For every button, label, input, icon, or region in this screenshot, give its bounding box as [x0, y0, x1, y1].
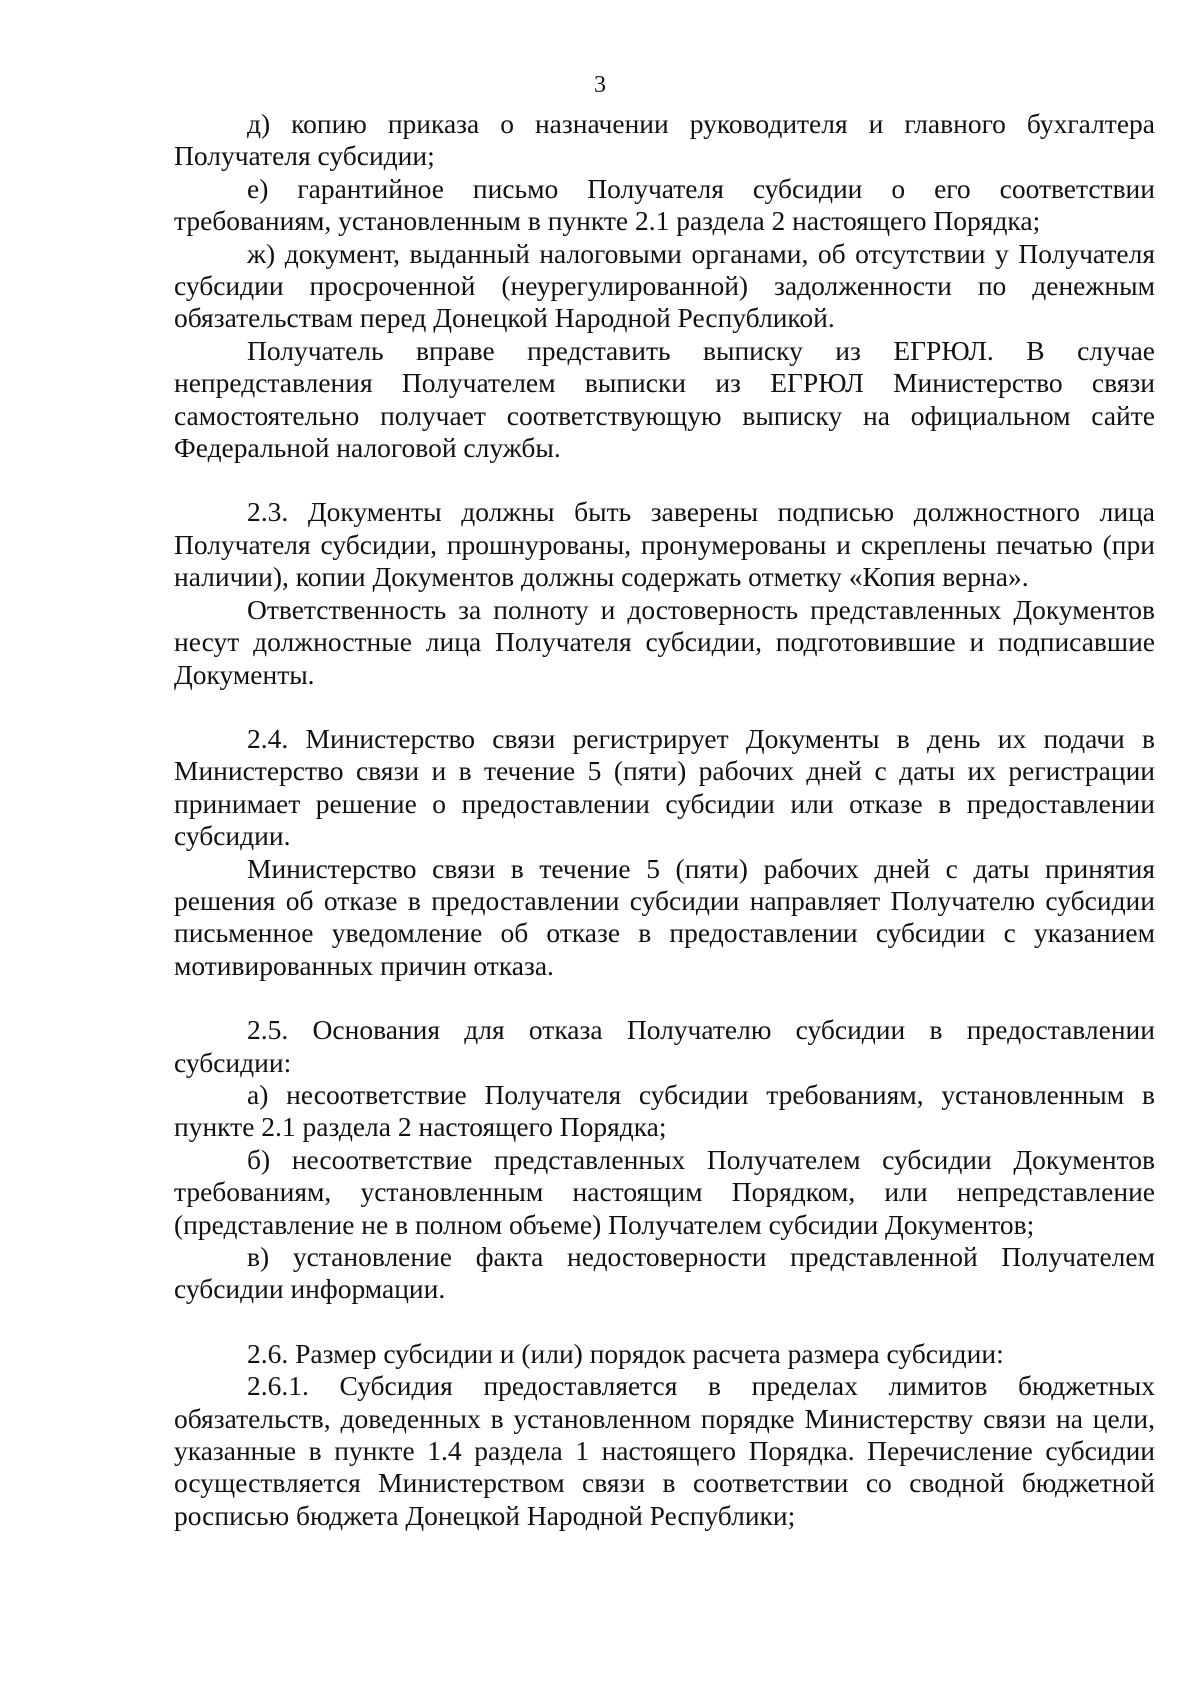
- paragraph-2-6-1-limits: 2.6.1. Субсидия предоставляется в пределах лимитов бюджетных обязательств, доведенных в установленном порядке Министерству связи на цели, указанные в пункте 1.4 раздела 1 настоящего Порядка. Перечисление субсидии осуществляется Министерством связи в соответствии со сводной бюджетной росписью бюджета Донецкой Народной Республики;: [174, 1370, 1155, 1531]
- paragraph-2-3-responsibility: Ответственность за полноту и достоверность представленных Документов несут должностные лица Получателя субсидии, подготовившие и подписавшие Документы.: [174, 593, 1155, 690]
- paragraph-d-order-copy: д) копию приказа о назначении руководителя и главного бухгалтера Получателя субсидии;: [174, 108, 1155, 172]
- page-number: 3: [594, 72, 606, 98]
- paragraph-2-4-registration: 2.4. Министерство связи регистрирует Документы в день их подачи в Министерство связи и в течение 5 (пяти) рабочих дней с даты их регистрации принимает решение о предоставлении субсидии или отказе в предоставлении субсидии.: [174, 722, 1155, 852]
- paragraph-zh-tax-document: ж) документ, выданный налоговыми органами, об отсутствии у Получателя субсидии просроченной (неурегулированной) задолженности по денежным обязательствам перед Донецкой Народной Республикой.: [174, 237, 1155, 334]
- document-body: [174, 108, 1155, 1532]
- paragraph-2-3-certification: 2.3. Документы должны быть заверены подписью должностного лица Получателя субсидии, прошнурованы, пронумерованы и скреплены печатью (при наличии), копии Документов должны содержать отметку «Копия верна».: [174, 496, 1155, 593]
- paragraph-2-6-subsidy-size: 2.6. Размер субсидии и (или) порядок расчета размера субсидии:: [247, 1337, 1004, 1369]
- paragraph-egrul-extract: Получатель вправе представить выписку из ЕГРЮЛ. В случае непредставления Получателем выписки из ЕГРЮЛ Министерство связи самостоятельно получает соответствующую выписку на официальном сайте Федеральной налоговой службы.: [174, 334, 1155, 464]
- paragraph-2-5-v: в) установление факта недостоверности представленной Получателем субсидии информации.: [174, 1241, 1155, 1305]
- paragraph-2-4-refusal-notice: Министерство связи в течение 5 (пяти) рабочих дней с даты принятия решения об отказе в предоставлении субсидии направляет Получателю субсидии письменное уведомление об отказе в предоставлении субсидии с указанием мотивированных причин отказа.: [174, 852, 1155, 981]
- paragraph-e-guarantee-letter: е) гарантийное письмо Получателя субсидии о его соответствии требованиям, установленным в пункте 2.1 раздела 2 настоящего Порядка;: [174, 172, 1155, 237]
- paragraph-2-5-a: а) несоответствие Получателя субсидии требованиям, установленным в пункте 2.1 раздела 2 настоящего Порядка;: [174, 1078, 1155, 1143]
- paragraph-2-5-refusal-grounds: 2.5. Основания для отказа Получателю субсидии в предоставлении субсидии:: [174, 1014, 1155, 1078]
- paragraph-2-5-b: б) несоответствие представленных Получателем субсидии Документов требованиям, установленным настоящим Порядком, или непредставление (представление не в полном объеме) Получателем субсидии Документов;: [174, 1143, 1155, 1240]
